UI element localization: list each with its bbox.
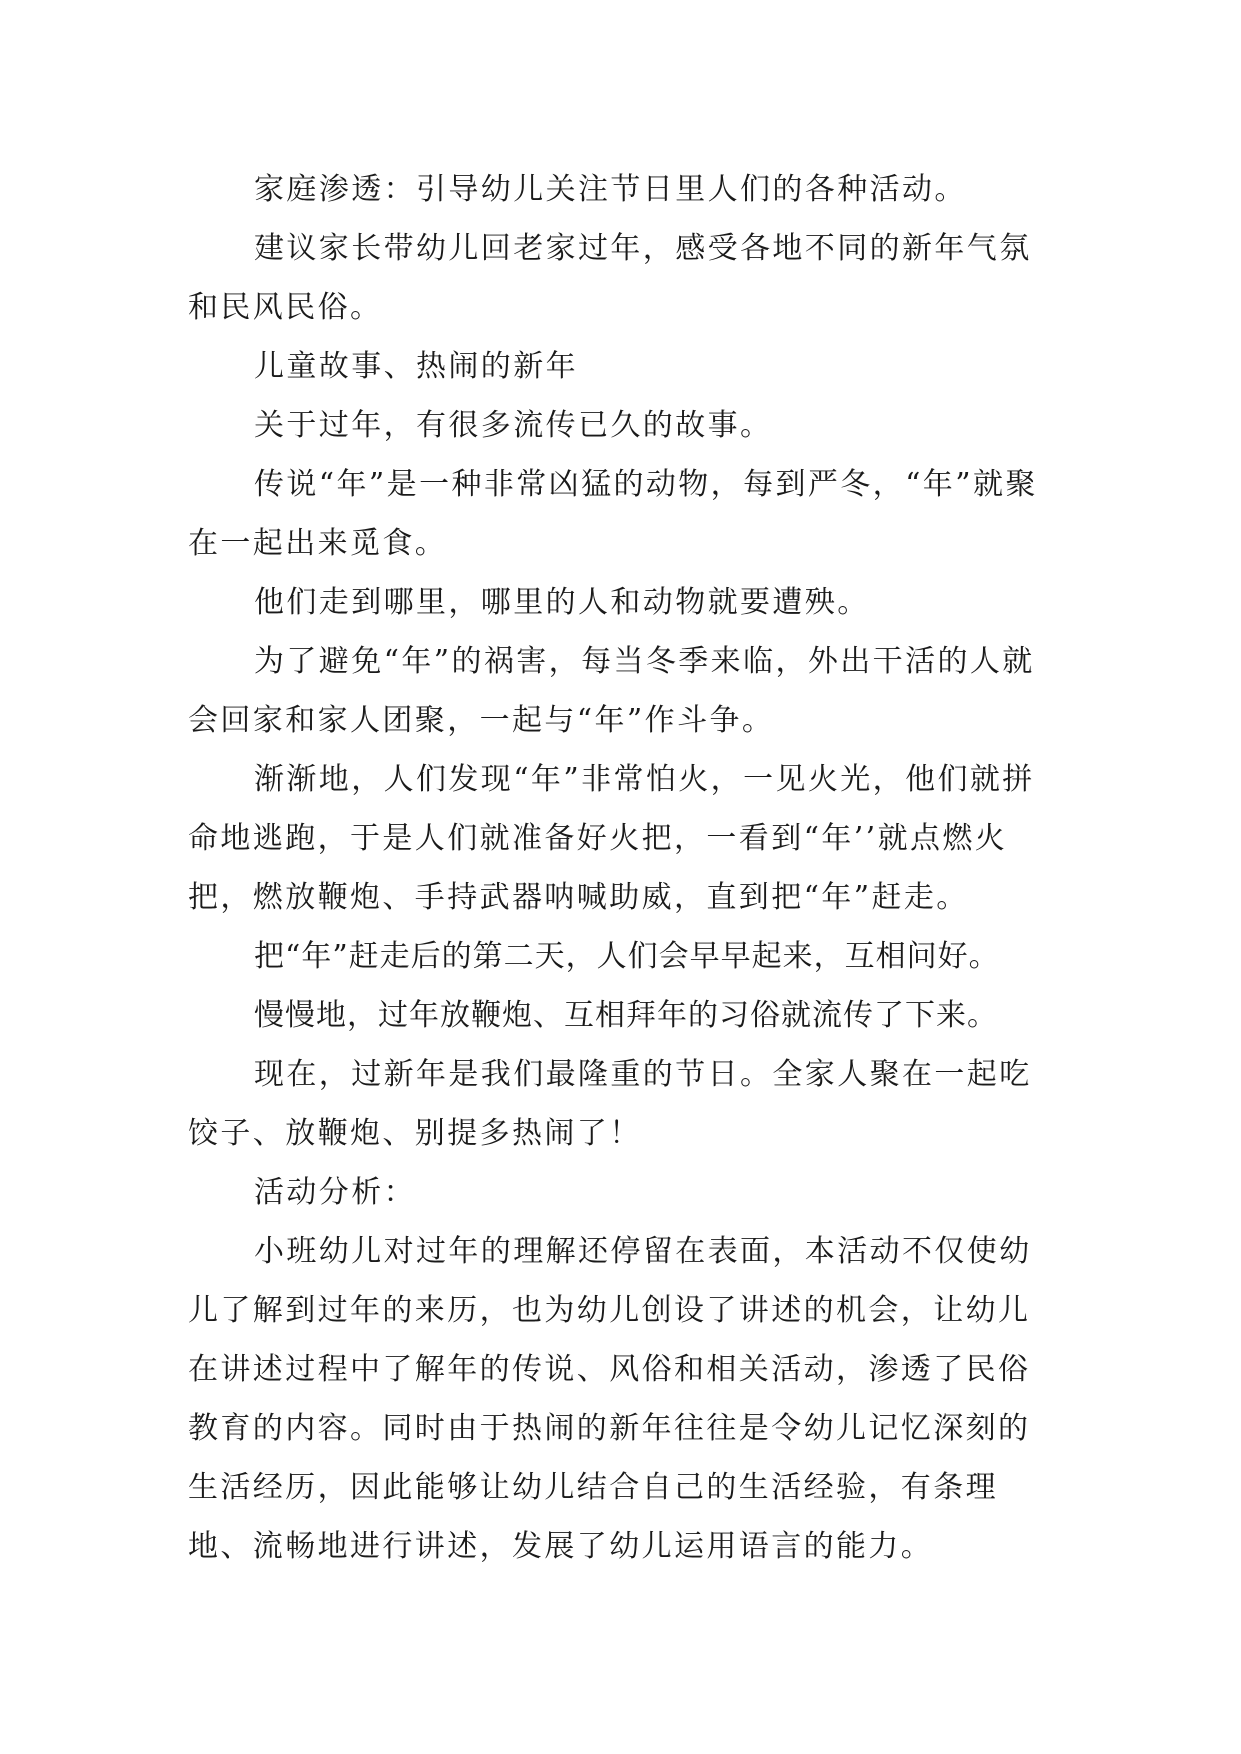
paragraph-analysis: 小班幼儿对过年的理解还停留在表面，本活动不仅使幼儿了解到过年的来历，也为幼儿创设了讲述的机会，让幼儿在讲述过程中了解年的传说、风俗和相关活动，渗透了民俗教育的内容。同时由于热闹的新年往往是令幼儿记忆深刻的生活经历，因此能够让幼儿结合自己的生活经验，有条理地、流畅地进行讲述，发展了幼儿运用语言的能力。 (188, 1234, 1032, 1564)
paragraph-parent-suggestion: 建议家长带幼儿回老家过年，感受各地不同的新年气氛和民风民俗。 (188, 231, 1032, 325)
paragraph-analysis-heading: 活动分析： (254, 1175, 416, 1210)
paragraph-legend: 传说“年”是一种非常凶猛的动物，每到严冬，“年”就聚在一起出来觅食。 (188, 467, 1038, 561)
paragraph-custom: 慢慢地，过年放鞭炮、互相拜年的习俗就流传了下来。 (254, 998, 998, 1033)
paragraph-next-day: 把“年”赶走后的第二天，人们会早早起来，互相问好。 (254, 939, 1000, 974)
paragraph-disaster: 他们走到哪里，哪里的人和动物就要遭殃。 (254, 585, 870, 620)
paragraph-family-involvement: 家庭渗透：引导幼儿关注节日里人们的各种活动。 (254, 172, 967, 207)
paragraph-reunion: 为了避免“年”的祸害，每当冬季来临，外出干活的人就会回家和家人团聚，一起与“年”作斗争。 (188, 644, 1035, 738)
document-body (188, 160, 1058, 1576)
paragraph-today: 现在，过新年是我们最隆重的节日。全家人聚在一起吃饺子、放鞭炮、别提多热闹了！ (188, 1057, 1032, 1151)
paragraph-story-intro: 关于过年，有很多流传已久的故事。 (254, 408, 773, 443)
paragraph-story-title: 儿童故事、热闹的新年 (254, 349, 578, 384)
paragraph-fire: 渐渐地，人们发现“年”非常怕火，一见火光，他们就拼命地逃跑，于是人们就准备好火把，一看到“年’’就点燃火把，燃放鞭炮、手持武器呐喊助威，直到把“年”赶走。 (188, 762, 1035, 915)
